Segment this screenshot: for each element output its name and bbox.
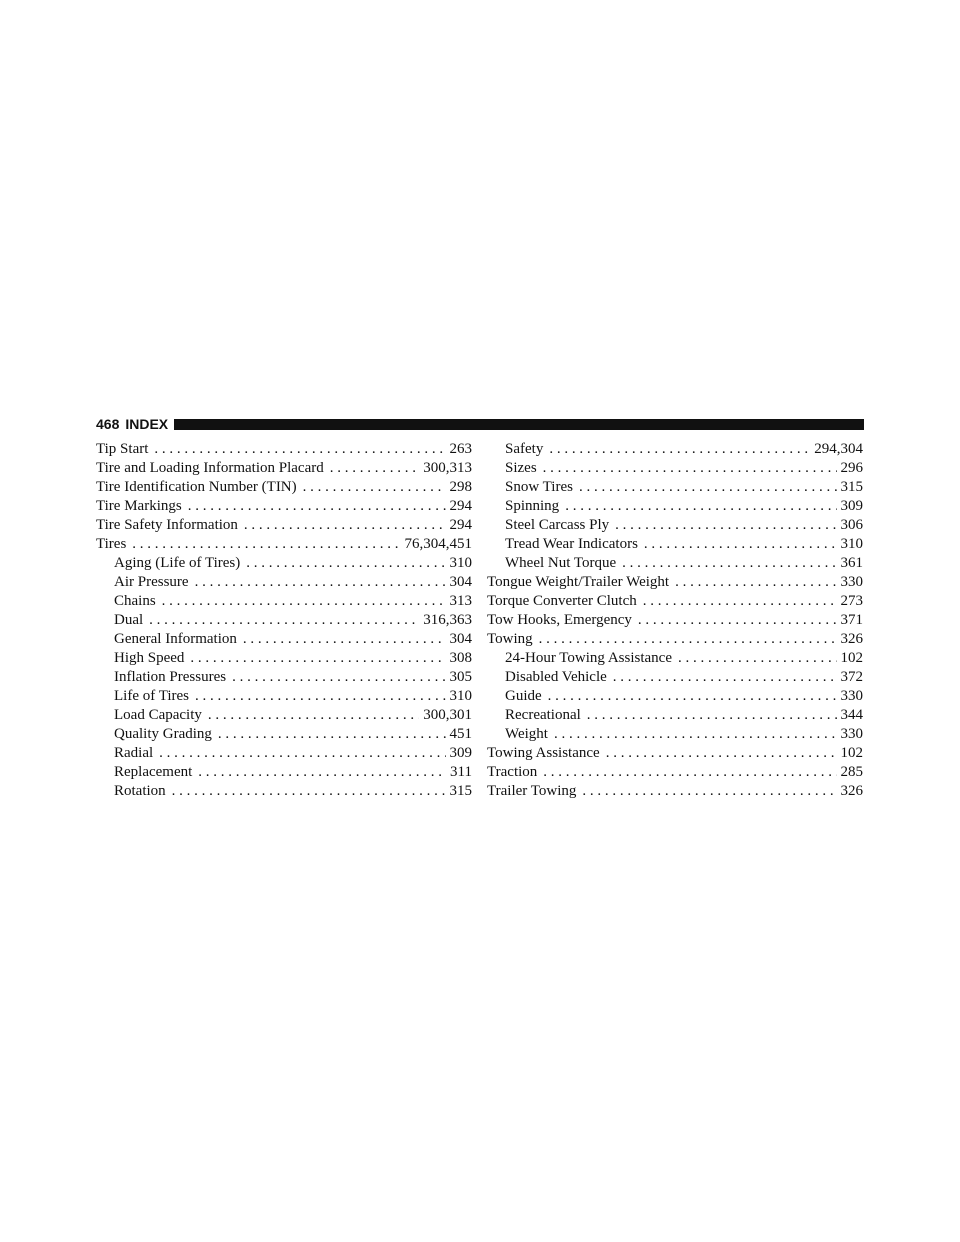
index-subentry xyxy=(96,744,472,763)
dot-leader xyxy=(159,744,445,763)
index-term: Air Pressure xyxy=(114,574,189,590)
index-subentry xyxy=(96,668,472,687)
page-reference: 310 xyxy=(449,555,472,571)
dot-leader xyxy=(208,706,419,725)
index-subentry xyxy=(487,516,863,535)
page-reference: 298 xyxy=(449,479,472,495)
index-subentry xyxy=(487,497,863,516)
index-subentry xyxy=(487,554,863,573)
index-term: Torque Converter Clutch xyxy=(487,593,637,609)
dot-leader xyxy=(554,725,837,744)
index-term: Rotation xyxy=(114,783,166,799)
dot-leader xyxy=(582,782,836,801)
page-reference: 285 xyxy=(840,764,863,780)
page-reference: 263 xyxy=(449,441,472,457)
index-term: Spinning xyxy=(505,498,560,514)
page-reference: 344 xyxy=(840,707,863,723)
page-reference: 294 xyxy=(449,517,472,533)
page-number: 468 xyxy=(96,416,120,432)
index-term: Life of Tires xyxy=(114,688,189,704)
index-subentry xyxy=(96,763,472,782)
index-subentry xyxy=(96,592,472,611)
page-reference: 294 xyxy=(449,498,472,514)
page-reference: 309 xyxy=(449,745,472,761)
dot-leader xyxy=(188,497,446,516)
dot-leader xyxy=(549,440,810,459)
index-subentry xyxy=(487,687,863,706)
dot-leader xyxy=(330,459,420,478)
page-reference: 102 xyxy=(840,650,863,666)
page-reference: 273 xyxy=(840,593,863,609)
dot-leader xyxy=(162,592,446,611)
page-reference: 102 xyxy=(840,745,863,761)
index-term: Radial xyxy=(114,745,154,761)
index-entry xyxy=(487,573,863,592)
index-entry xyxy=(96,535,472,554)
dot-leader xyxy=(675,573,836,592)
dot-leader xyxy=(579,478,837,497)
page-reference: 305 xyxy=(449,669,472,685)
dot-leader xyxy=(613,668,837,687)
index-term: Tire Safety Information xyxy=(96,517,238,533)
page-reference: 326 xyxy=(840,631,863,647)
page-reference: 315 xyxy=(449,783,472,799)
index-term: Tongue Weight/Trailer Weight xyxy=(487,574,670,590)
index-subentry xyxy=(96,611,472,630)
index-term: Tread Wear Indicators xyxy=(505,536,638,552)
page-reference: 316,363 xyxy=(423,612,472,628)
dot-leader xyxy=(565,497,836,516)
index-term: Recreational xyxy=(505,707,581,723)
page-reference: 330 xyxy=(840,574,863,590)
dot-leader xyxy=(643,592,837,611)
page-reference: 372 xyxy=(840,669,863,685)
index-entry xyxy=(487,611,863,630)
page-reference: 313 xyxy=(449,593,472,609)
index-subentry xyxy=(487,706,863,725)
index-term: High Speed xyxy=(114,650,185,666)
dot-leader xyxy=(195,687,446,706)
dot-leader xyxy=(606,744,837,763)
index-term: Sizes xyxy=(505,460,537,476)
index-term: Tow Hooks, Emergency xyxy=(487,612,632,628)
page-reference: 310 xyxy=(449,688,472,704)
dot-leader xyxy=(587,706,837,725)
dot-leader xyxy=(218,725,446,744)
index-term: Safety xyxy=(505,441,544,457)
index-subentry xyxy=(487,725,863,744)
index-term: Quality Grading xyxy=(114,726,212,742)
page-reference: 296 xyxy=(840,460,863,476)
dot-leader xyxy=(539,630,837,649)
index-term: Traction xyxy=(487,764,538,780)
dot-leader xyxy=(195,573,446,592)
index-entry xyxy=(96,478,472,497)
index-term: Inflation Pressures xyxy=(114,669,227,685)
index-term: Aging (Life of Tires) xyxy=(114,555,241,571)
index-entry xyxy=(487,630,863,649)
page-reference: 451 xyxy=(449,726,472,742)
index-subentry xyxy=(487,649,863,668)
index-subentry xyxy=(96,706,472,725)
index-entry xyxy=(96,440,472,459)
dot-leader xyxy=(622,554,836,573)
index-term: Replacement xyxy=(114,764,193,780)
page-reference: 371 xyxy=(840,612,863,628)
index-term: 24-Hour Towing Assistance xyxy=(505,650,672,666)
index-subentry xyxy=(96,630,472,649)
dot-leader xyxy=(246,554,445,573)
index-term: Trailer Towing xyxy=(487,783,577,799)
page-reference: 304 xyxy=(449,574,472,590)
dot-leader xyxy=(615,516,836,535)
page-reference: 310 xyxy=(840,536,863,552)
index-term: Weight xyxy=(505,726,548,742)
page-reference: 315 xyxy=(840,479,863,495)
index-entry xyxy=(96,497,472,516)
dot-leader xyxy=(644,535,837,554)
index-term: Tire and Loading Information Placard xyxy=(96,460,324,476)
index-subentry xyxy=(487,668,863,687)
dot-leader xyxy=(543,763,836,782)
index-term: Tires xyxy=(96,536,127,552)
dot-leader xyxy=(132,535,400,554)
index-subentry xyxy=(96,725,472,744)
page-reference: 300,301 xyxy=(423,707,472,723)
dot-leader xyxy=(638,611,837,630)
index-subentry xyxy=(96,573,472,592)
index-term: Snow Tires xyxy=(505,479,573,495)
index-entry xyxy=(487,763,863,782)
dot-leader xyxy=(154,440,445,459)
index-term: Guide xyxy=(505,688,542,704)
index-subentry xyxy=(487,459,863,478)
page-reference: 311 xyxy=(450,764,472,780)
index-term: Tire Markings xyxy=(96,498,182,514)
dot-leader xyxy=(548,687,837,706)
dot-leader xyxy=(232,668,445,687)
dot-leader xyxy=(244,516,446,535)
index-entry xyxy=(487,782,863,801)
index-term: Tip Start xyxy=(96,441,149,457)
dot-leader xyxy=(172,782,446,801)
index-term: Load Capacity xyxy=(114,707,202,723)
index-column-right xyxy=(487,440,863,801)
index-entry xyxy=(487,592,863,611)
page-reference: 330 xyxy=(840,726,863,742)
dot-leader xyxy=(303,478,446,497)
page-reference: 304 xyxy=(449,631,472,647)
index-entry xyxy=(487,744,863,763)
index-term: Towing xyxy=(487,631,533,647)
index-term: Wheel Nut Torque xyxy=(505,555,617,571)
dot-leader xyxy=(243,630,446,649)
page-reference: 300,313 xyxy=(423,460,472,476)
page-header xyxy=(96,416,864,432)
index-term: Towing Assistance xyxy=(487,745,600,761)
index-term: Steel Carcass Ply xyxy=(505,517,610,533)
index-subentry xyxy=(96,649,472,668)
page-reference: 294,304 xyxy=(814,441,863,457)
page-reference: 330 xyxy=(840,688,863,704)
index-subentry xyxy=(96,687,472,706)
page-reference: 308 xyxy=(449,650,472,666)
page-reference: 361 xyxy=(840,555,863,571)
index-term: Tire Identification Number (TIN) xyxy=(96,479,297,495)
index-entry xyxy=(96,459,472,478)
dot-leader xyxy=(678,649,837,668)
section-title: INDEX xyxy=(125,416,169,432)
page-reference: 309 xyxy=(840,498,863,514)
index-term: Disabled Vehicle xyxy=(505,669,607,685)
index-term: Dual xyxy=(114,612,144,628)
dot-leader xyxy=(543,459,837,478)
page-reference: 306 xyxy=(840,517,863,533)
dot-leader xyxy=(149,611,419,630)
index-entry xyxy=(96,516,472,535)
index-column-left xyxy=(96,440,472,801)
index-subentry xyxy=(96,782,472,801)
page-reference: 76,304,451 xyxy=(404,536,472,552)
index-term: Chains xyxy=(114,593,156,609)
index-subentry xyxy=(96,554,472,573)
page-reference: 326 xyxy=(840,783,863,799)
index-term: General Information xyxy=(114,631,237,647)
dot-leader xyxy=(190,649,445,668)
header-rule xyxy=(174,419,864,430)
index-subentry xyxy=(487,535,863,554)
index-subentry xyxy=(487,440,863,459)
index-subentry xyxy=(487,478,863,497)
dot-leader xyxy=(198,763,446,782)
